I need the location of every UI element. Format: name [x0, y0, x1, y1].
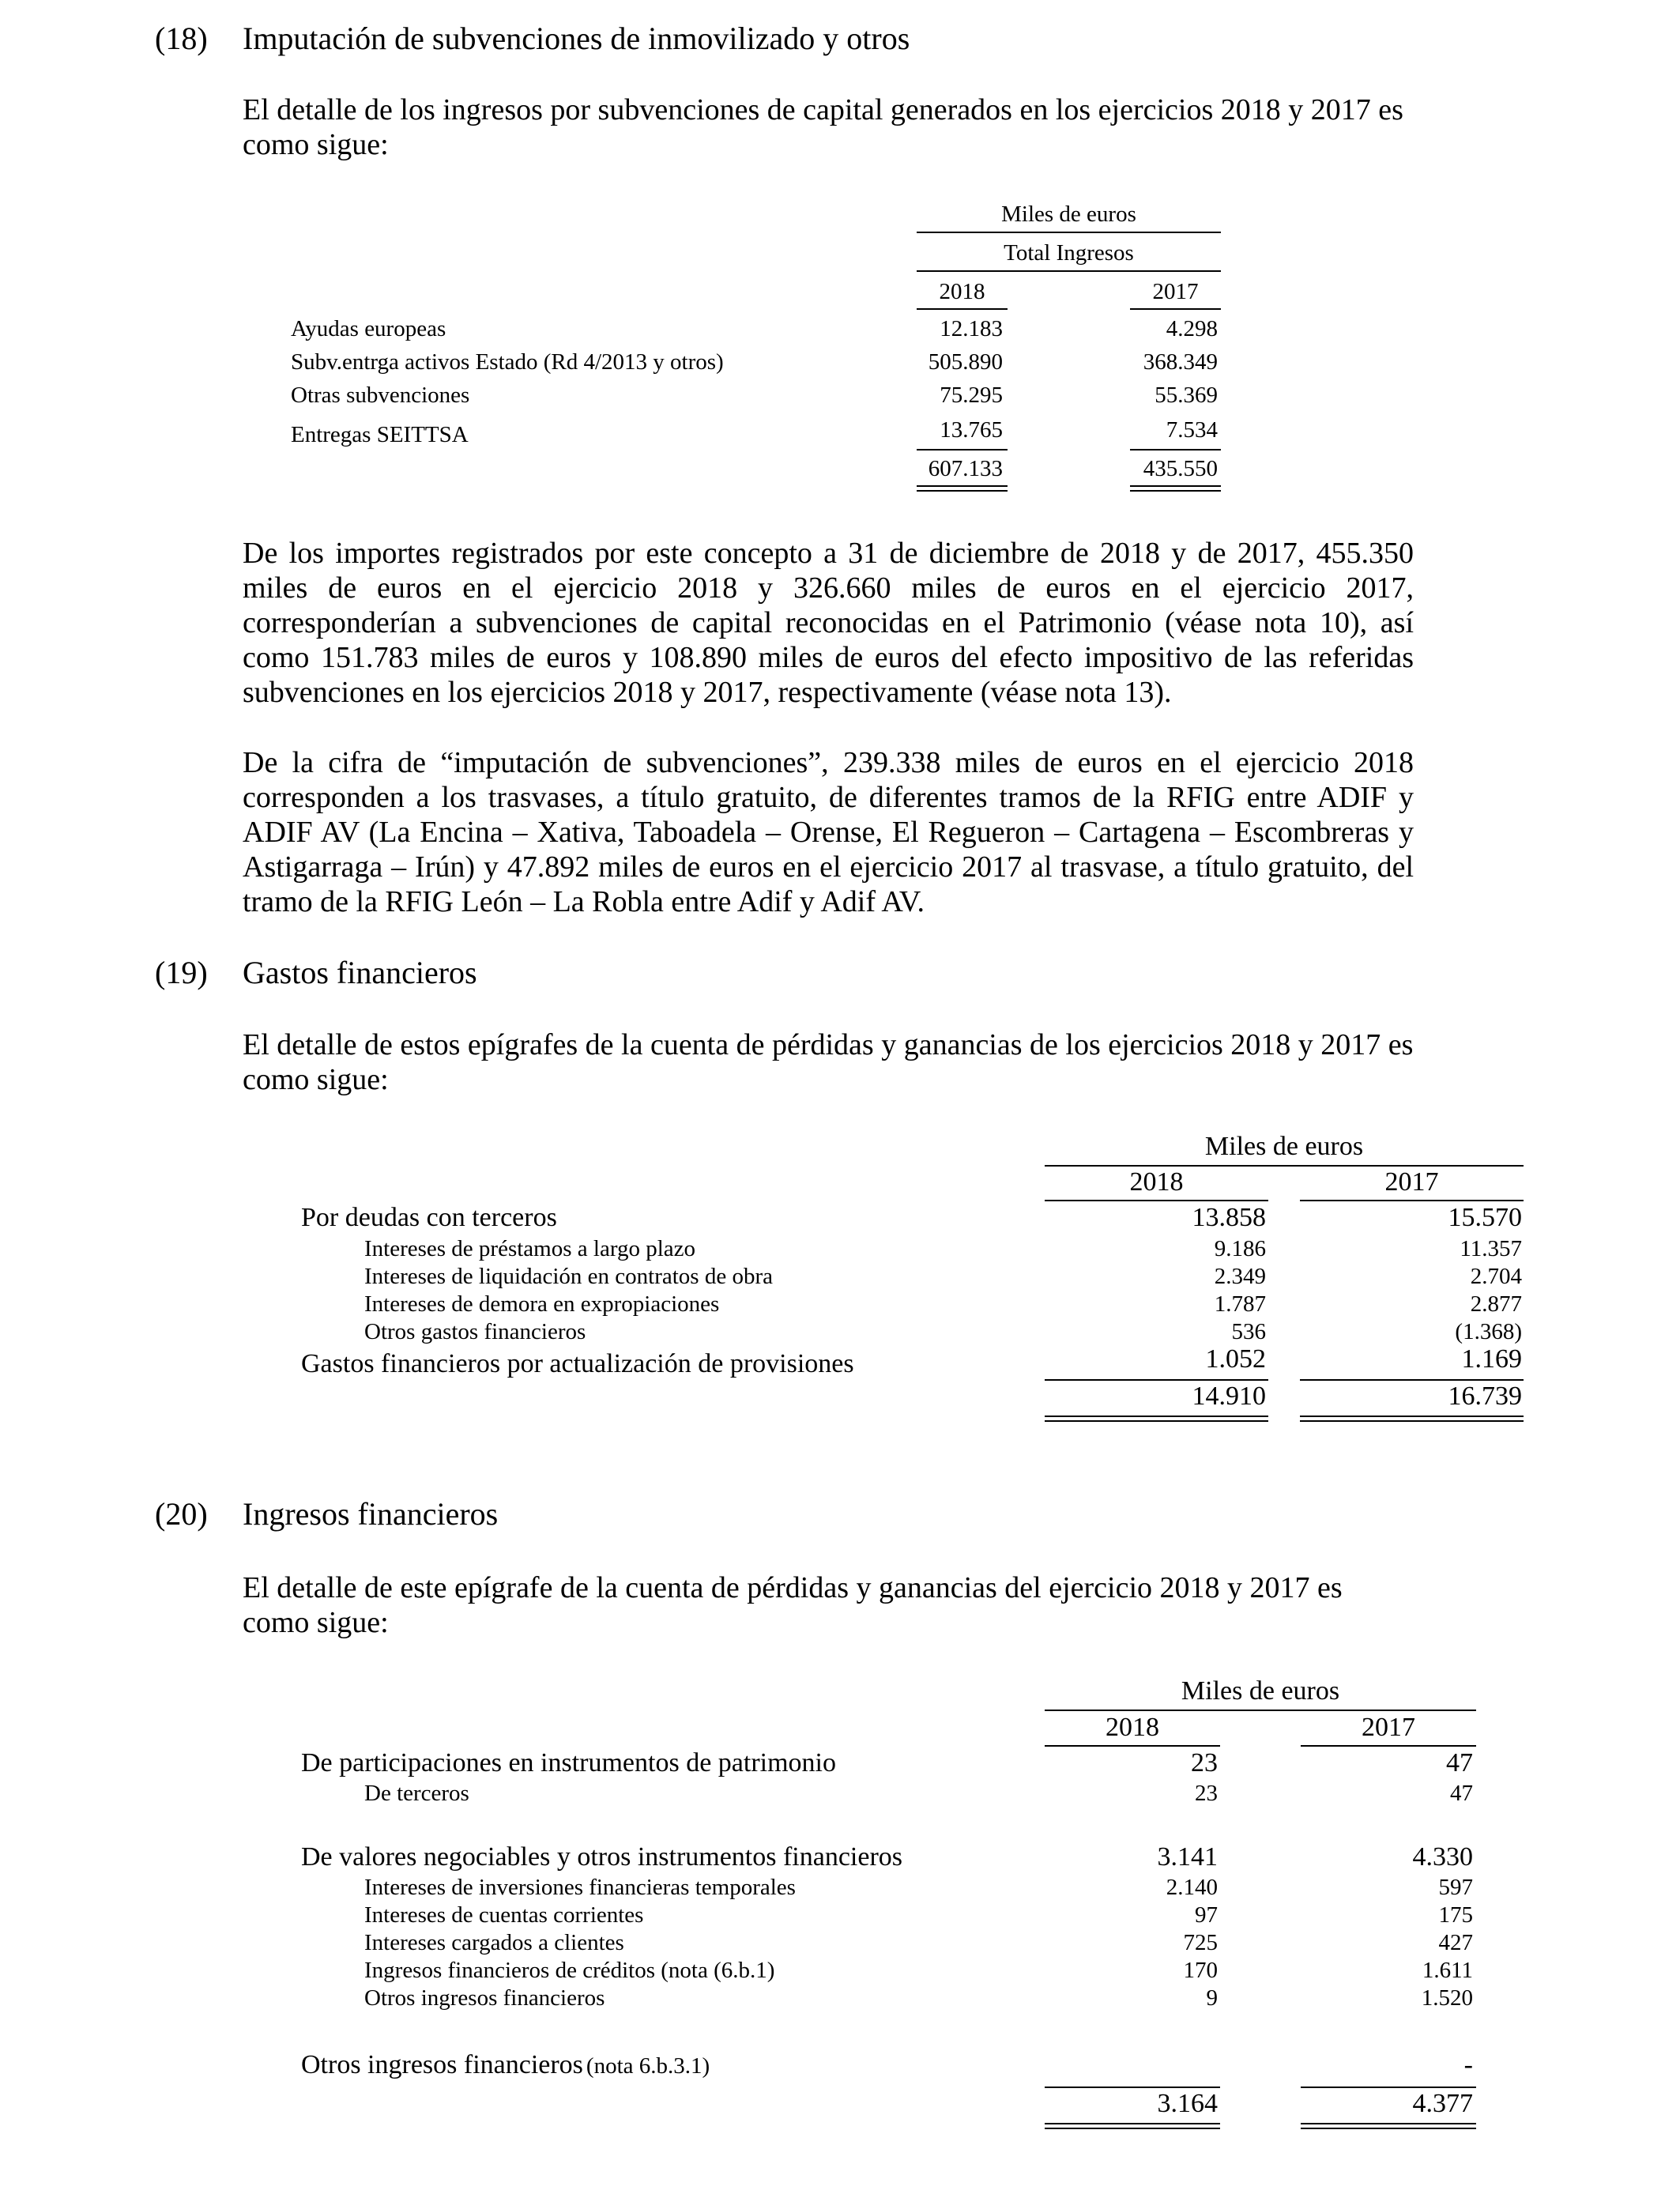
sub-row-value-2017: 11.357 [1460, 1236, 1522, 1261]
double-rule [1130, 485, 1221, 487]
total-rule [1045, 1379, 1268, 1381]
section-18-paragraph-2: De la cifra de “imputación de subvenciones”, 239.338 miles de euros en el ejercicio 2018 corresponden a los trasvases, a título gratuito, de diferentes tramos de la RFIG entre ADIF y ADIF AV (La Encina – Xativa, Taboadela – Orense, El Regueron – Cartagena – Escombreras y Astigarraga – Irún) y 47.892 miles de euros en el ejercicio 2017 al trasvase, a título gratuito, del tramo de la RFIG León – La Robla entre Adif y Adif AV. [243, 746, 1414, 918]
table-group-header: Total Ingresos [1004, 240, 1134, 266]
double-rule [1300, 1416, 1524, 1417]
sub-row-label: Intereses de inversiones financieras temporales [364, 1875, 796, 1900]
total-rule [1301, 2087, 1476, 2088]
total-rule [1130, 449, 1221, 450]
sub-row-value-2018: 2.140 [1166, 1875, 1218, 1900]
sub-row-value-2018: 725 [1183, 1930, 1218, 1955]
sub-row-value-2018: 2.349 [1214, 1264, 1266, 1289]
section-18-intro: El detalle de los ingresos por subvenciones de capital generados en los ejercicios 2018 y 2017 es como sigue: [243, 93, 1403, 161]
sub-row-label: De terceros [364, 1781, 469, 1806]
sub-row-label: Intereses de demora en expropiaciones [364, 1291, 720, 1317]
section-19-intro: El detalle de estos epígrafes de la cuenta de pérdidas y ganancias de los ejercicios 2018 y 2017 es como sigue: [243, 1028, 1414, 1096]
sub-row-value-2018: 1.787 [1214, 1291, 1266, 1317]
main-row-value-2017: 15.570 [1448, 1203, 1522, 1232]
year-2017-header: 2017 [1152, 279, 1199, 304]
sub-row-label: Ingresos financieros de créditos (nota (6.b.1) [364, 1958, 775, 1983]
total-value-2017: 435.550 [1143, 456, 1218, 481]
total-rule [1300, 1379, 1524, 1381]
total-value-2017: 4.377 [1412, 2089, 1473, 2118]
sub-row-label: Intereses de préstamos a largo plazo [364, 1236, 695, 1261]
group-row-value-2018: 23 [1191, 1748, 1218, 1777]
double-rule [917, 490, 1008, 492]
double-rule [1130, 490, 1221, 492]
total-rule [917, 449, 1008, 450]
year-2018-header: 2018 [1106, 1713, 1159, 1742]
row-value-2018: 75.295 [940, 383, 1003, 408]
section-18-paragraph-1: De los importes registrados por este concepto a 31 de diciembre de 2018 y de 2017, 455.350 miles de euros en el ejercicio 2018 y 326.660 miles de euros en el ejercicio 2017, corresponderían a subvenciones de capital reconocidas en el Patrimonio (véase nota 10), así como 151.783 miles de euros y 108.890 miles de euros del efecto impositivo de las referidas subvenciones en los ejercicios 2018 y 2017, respectivamente (véase nota 13). [243, 537, 1414, 709]
row-label: Ayudas europeas [291, 316, 446, 341]
main-row-value-2018: 1.052 [1205, 1344, 1266, 1374]
row-value-2017: 55.369 [1155, 383, 1218, 408]
sub-row-label: Otros gastos financieros [364, 1319, 586, 1344]
double-rule [1300, 1420, 1524, 1422]
year-2018-header: 2018 [1129, 1167, 1184, 1197]
year-rule [1300, 1200, 1524, 1201]
year-rule [1045, 1200, 1268, 1201]
sub-row-value-2018: 9 [1206, 1985, 1218, 2011]
sub-row-label: Intereses cargados a clientes [364, 1930, 624, 1955]
section-19-number: (19) [155, 955, 208, 990]
double-rule [1045, 1416, 1268, 1417]
total-rule [1045, 2087, 1220, 2088]
row-value-2017: 368.349 [1143, 349, 1218, 375]
sub-row-value-2017: 2.704 [1470, 1264, 1522, 1289]
section-19-title: Gastos financieros [243, 955, 477, 990]
sub-row-value-2018: 170 [1183, 1958, 1218, 1983]
row-label: Entregas SEITTSA [291, 422, 469, 447]
row-label: Subv.entrga activos Estado (Rd 4/2013 y otros) [291, 349, 724, 375]
year-2017-header: 2017 [1384, 1167, 1439, 1197]
year-rule [1045, 1745, 1220, 1747]
group-row-label [301, 2050, 710, 2080]
sub-row-value-2017: 47 [1450, 1781, 1473, 1806]
header-rule [1045, 1165, 1524, 1167]
sub-row-value-2017: 597 [1438, 1875, 1473, 1900]
table-unit-header: Miles de euros [1204, 1132, 1364, 1161]
main-row-label: Por deudas con terceros [301, 1203, 557, 1232]
year-2018-header: 2018 [939, 279, 985, 304]
group-row-value-2018: 3.141 [1157, 1842, 1218, 1872]
total-value-2017: 16.739 [1448, 1382, 1522, 1411]
table-unit-header: Miles de euros [1001, 202, 1136, 227]
row-value-2018: 505.890 [928, 349, 1003, 375]
double-rule [917, 485, 1008, 487]
group-row-value-2017: 4.330 [1412, 1842, 1473, 1872]
sub-row-value-2018: 97 [1195, 1902, 1218, 1928]
main-row-value-2017: 1.169 [1461, 1344, 1522, 1374]
note-reference: (nota 6.b.3.1) [586, 2053, 710, 2079]
row-value-2018: 13.765 [940, 417, 1003, 443]
sub-row-value-2017: 2.877 [1470, 1291, 1522, 1317]
total-value-2018: 607.133 [928, 456, 1003, 481]
table-unit-header: Miles de euros [1181, 1676, 1340, 1706]
double-rule [1045, 1420, 1268, 1422]
section-18-title: Imputación de subvenciones de inmovilizado y otros [243, 21, 910, 56]
main-row-label: Gastos financieros por actualización de provisiones [301, 1349, 854, 1378]
sub-row-value-2018: 536 [1231, 1319, 1266, 1344]
double-rule [1301, 2123, 1476, 2124]
group-row-value-2017: - [1463, 2050, 1473, 2079]
row-value-2018: 12.183 [940, 316, 1003, 341]
double-rule [1045, 2123, 1220, 2124]
row-value-2017: 4.298 [1166, 316, 1218, 341]
double-rule [1045, 2128, 1220, 2129]
section-20-number: (20) [155, 1496, 208, 1532]
double-rule [1301, 2128, 1476, 2129]
total-value-2018: 14.910 [1192, 1382, 1266, 1411]
sub-row-value-2017: (1.368) [1455, 1319, 1522, 1344]
row-label: Otras subvenciones [291, 383, 470, 408]
year-2017-header: 2017 [1362, 1713, 1415, 1742]
row-value-2017: 7.534 [1166, 417, 1218, 443]
total-value-2018: 3.164 [1157, 2089, 1218, 2118]
group-row-value-2017: 47 [1446, 1748, 1473, 1777]
sub-row-label: Otros ingresos financieros [364, 1985, 605, 2011]
header-rule [917, 270, 1221, 272]
group-row-label: De participaciones en instrumentos de patrimonio [301, 1748, 836, 1777]
section-20-title: Ingresos financieros [243, 1496, 499, 1532]
main-row-value-2018: 13.858 [1192, 1203, 1266, 1232]
sub-row-label: Intereses de cuentas corrientes [364, 1902, 644, 1928]
sub-row-value-2017: 175 [1438, 1902, 1473, 1928]
section-18-number: (18) [155, 21, 208, 56]
year-rule [917, 308, 1008, 310]
header-rule [917, 232, 1221, 233]
sub-row-value-2017: 1.520 [1421, 1985, 1473, 2011]
year-rule [1130, 308, 1221, 310]
sub-row-value-2017: 427 [1438, 1930, 1473, 1955]
sub-row-value-2017: 1.611 [1422, 1958, 1473, 1983]
sub-row-value-2018: 9.186 [1214, 1236, 1266, 1261]
section-20-intro: El detalle de este epígrafe de la cuenta de pérdidas y ganancias del ejercicio 2018 y 2017 es como sigue: [243, 1571, 1343, 1639]
sub-row-value-2018: 23 [1195, 1781, 1218, 1806]
group-row-label: De valores negociables y otros instrumentos financieros [301, 1842, 903, 1872]
sub-row-label: Intereses de liquidación en contratos de obra [364, 1264, 773, 1289]
header-rule [1045, 1710, 1476, 1711]
year-rule [1301, 1745, 1476, 1747]
other-income-label: Otros ingresos financieros [301, 2050, 583, 2079]
